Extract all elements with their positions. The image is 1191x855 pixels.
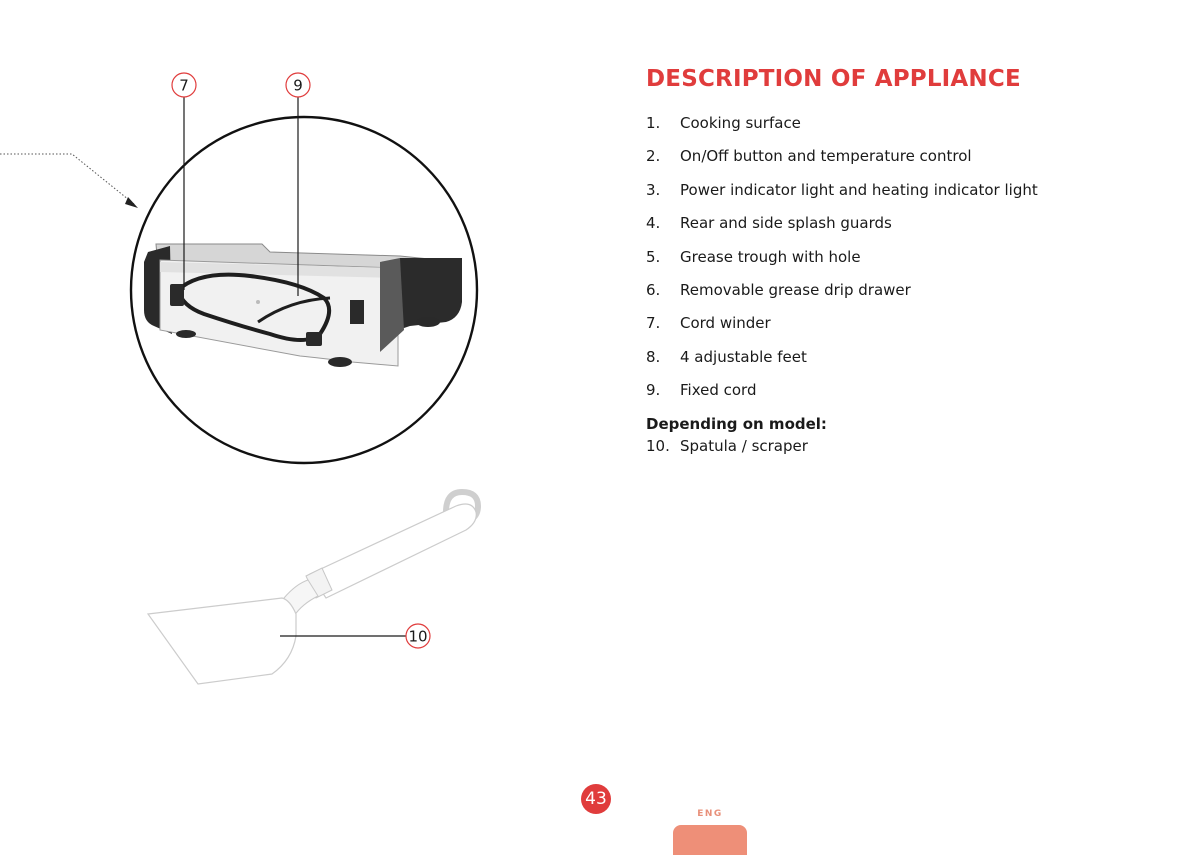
list-item	[646, 437, 1166, 456]
item-number: 2.	[646, 147, 661, 166]
item-number: 6.	[646, 280, 661, 299]
item-label: Cooking surface	[680, 114, 801, 132]
language-tab	[673, 825, 747, 855]
item-label: Cord winder	[680, 314, 771, 333]
item-label: Removable grease drip drawer	[680, 280, 911, 299]
appliance-illustration	[0, 0, 600, 760]
list-item	[646, 281, 1166, 300]
item-number: 3.	[646, 180, 661, 199]
item-label: Grease trough with hole	[680, 247, 861, 266]
list-item	[646, 181, 1166, 200]
item-number: 9.	[646, 381, 661, 400]
list-item	[646, 348, 1166, 367]
item-number: 1.	[646, 114, 661, 132]
optional-parts-heading: Depending on model:	[646, 414, 827, 433]
list-item	[646, 114, 1166, 133]
item-label: Spatula / scraper	[680, 436, 808, 455]
zoom-leader-arrow	[0, 154, 138, 208]
item-number: 7.	[646, 314, 661, 333]
callout-label-cord-winder: 7	[179, 76, 189, 95]
spatula-illustration	[148, 492, 478, 684]
page-title: DESCRIPTION OF APPLIANCE	[646, 66, 1021, 92]
callout-label-spatula: 10	[408, 627, 428, 646]
language-label: ENG	[697, 809, 723, 819]
list-item	[646, 314, 1166, 333]
item-number: 8.	[646, 347, 661, 366]
item-number: 5.	[646, 247, 661, 266]
description-section	[646, 66, 1166, 456]
list-item	[646, 214, 1166, 233]
item-number: 4.	[646, 214, 661, 233]
item-label: 4 adjustable feet	[680, 347, 807, 366]
item-label: On/Off button and temperature control	[680, 147, 972, 166]
callout-label-fixed-cord: 9	[293, 76, 303, 95]
parts-list	[646, 114, 1166, 400]
optional-parts-list	[646, 437, 1166, 456]
list-item	[646, 147, 1166, 166]
item-label: Power indicator light and heating indicator light	[680, 180, 1038, 199]
item-number: 10.	[646, 436, 670, 455]
page-number-badge: 43	[581, 784, 611, 814]
item-label: Fixed cord	[680, 381, 757, 400]
list-item	[646, 248, 1166, 267]
item-label: Rear and side splash guards	[680, 214, 892, 233]
list-item	[646, 381, 1166, 400]
